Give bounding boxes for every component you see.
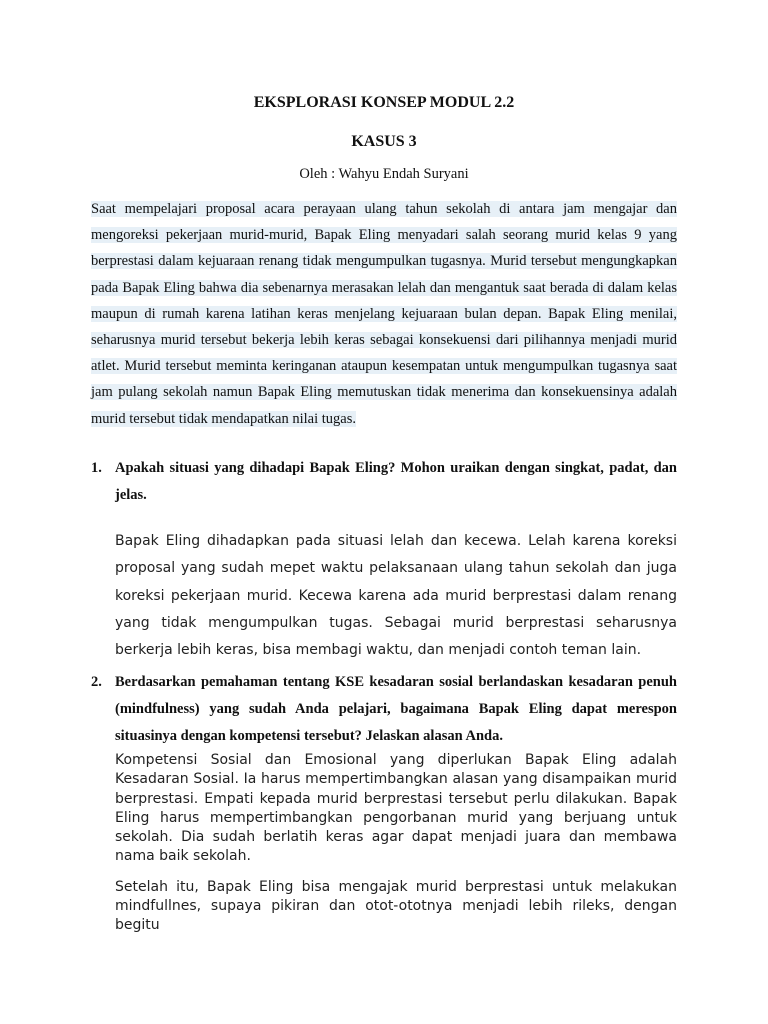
case-description-text: Saat mempelajari proposal acara perayaan ulang tahun sekolah di antara jam mengajar dan mengoreksi pekerjaan murid-murid, Bapak Eling menyadari salah seorang murid kelas 9 yang berprestasi dalam kejuaraan renang tidak mengumpulkan tugasnya. Murid tersebut mengungkapkan pada Bapak Eling bahwa dia sebenarnya merasakan lelah dan mengantuk saat berada di dalam kelas maupun di rumah karena latihan keras menjelang kejuaraan bulan depan. Bapak Eling menilai, seharusnya murid tersebut bekerja lebih keras sebagai konsekuensi dari pilihannya menjadi murid atlet. Murid tersebut meminta keringanan ataupun kesempatan untuk mengumpulkan tugasnya saat jam pulang sekolah namun Bapak Eling memutuskan tidak menerima dan konsekuensinya adalah murid tersebut tidak mendapatkan nilai tugas. <box>91 201 677 427</box>
question-2-text: Berdasarkan pemahaman tentang KSE kesadaran sosial berlandaskan kesadaran penuh (mindfulness) yang sudah Anda pelajari, bagaimana Bapak Eling dapat merespon situasinya dengan kompetensi tersebut? Jelaskan alasan Anda. <box>115 674 677 744</box>
question-1-text: Apakah situasi yang dihadapi Bapak Eling? Mohon uraikan dengan singkat, padat, dan jelas. <box>115 460 677 503</box>
case-description <box>91 196 677 432</box>
answer-1 <box>115 528 677 664</box>
answer-2 <box>115 751 677 936</box>
question-1-number: 1. <box>91 460 102 476</box>
case-title: KASUS 3 <box>351 133 417 150</box>
question-2 <box>91 669 677 750</box>
author-line: Oleh : Wahyu Endah Suryani <box>299 166 469 182</box>
answer-1-paragraph: Bapak Eling dihadapkan pada situasi lelah dan kecewa. Lelah karena koreksi proposal yang sudah mepet waktu pelaksanaan ulang tahun sekolah dan juga koreksi pekerjaan murid. Kecewa karena ada murid berprestasi dalam renang yang tidak mengumpulkan tugas. Sebagai murid berprestasi seharusnya berkerja lebih keras, bisa membagi waktu, dan menjadi contoh teman lain. <box>115 533 677 659</box>
document-title: EKSPLORASI KONSEP MODUL 2.2 <box>253 94 515 111</box>
answer-2-paragraph-1: Kompetensi Sosial dan Emosional yang diperlukan Bapak Eling adalah Kesadaran Sosial. Ia harus mempertimbangkan alasan yang disampaikan murid berprestasi. Empati kepada murid berprestasi tersebut perlu dilakukan. Bapak Eling harus mempertimbangkan pengorbanan murid yang berjuang untuk sekolah. Dia sudah berlatih keras agar dapat menjadi juara dan membawa nama baik sekolah. <box>115 752 677 865</box>
answer-2-paragraph-2: Setelah itu, Bapak Eling bisa mengajak murid berprestasi untuk melakukan mindfullnes, supaya pikiran dan otot-ototnya menjadi lebih rileks, dengan begitu <box>115 878 677 934</box>
question-1 <box>91 455 677 509</box>
question-2-number: 2. <box>91 674 102 690</box>
